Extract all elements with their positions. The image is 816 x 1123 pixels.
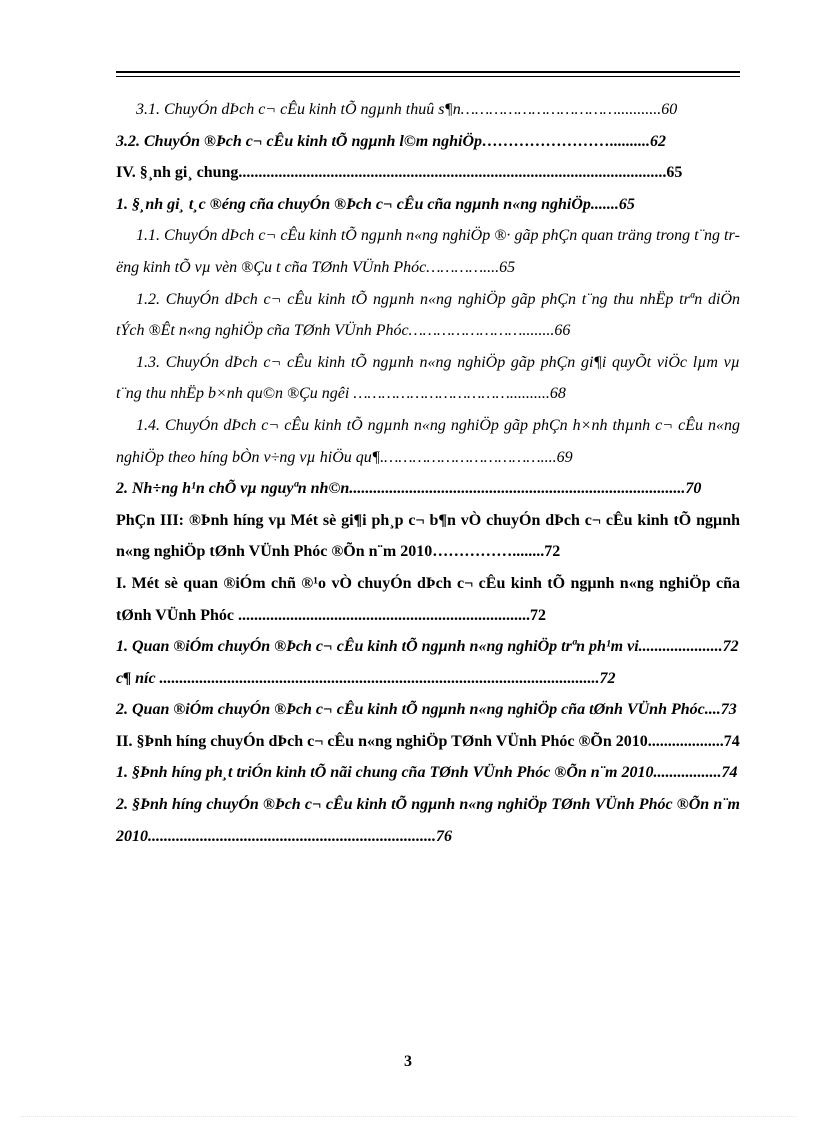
toc-entry-title: 1. Quan ®iÓm chuyÓn ®Þch c¬ cÊu kinh tÕ ngµnh n«ng nghiÖp trªn ph¹m vi bbox=[116, 638, 639, 656]
toc-page-number: 72 bbox=[544, 543, 561, 561]
toc-page-number: 72 bbox=[722, 638, 739, 656]
toc-page-number: 65 bbox=[666, 164, 683, 182]
toc-leader-dots: ……………........ bbox=[432, 543, 545, 561]
toc-entry[interactable] bbox=[116, 189, 740, 221]
toc-page-number: 69 bbox=[556, 448, 573, 466]
toc-leader-dots: …………………………….... bbox=[384, 448, 557, 466]
toc-entry[interactable] bbox=[116, 94, 740, 126]
toc-entry[interactable] bbox=[116, 726, 740, 758]
toc-entry-title: 2. §Þnh híng chuyÓn ®Þch c¬ cÊu kinh tÕ ngµnh n«ng nghiÖp TØnh VÜnh Phóc ®Õn n¨m 2010 bbox=[116, 796, 740, 845]
toc-entry-title: 1.2. ChuyÓn dÞch c¬ cÊu kinh tÕ ngµnh n«ng nghiÖp gãp phÇn t¨ng thu nhËp trªn diÖn tÝch ®Êt n«ng nghiÖp cña TØnh VÜnh Phóc bbox=[116, 290, 740, 340]
toc-leader-dots: ........................................................................................................... bbox=[238, 164, 667, 182]
toc-entry[interactable] bbox=[116, 568, 740, 631]
toc-page-number: 74 bbox=[723, 732, 740, 750]
toc-leader-dots: …………………….......... bbox=[482, 132, 651, 150]
toc-entry[interactable] bbox=[116, 789, 740, 852]
toc-leader-dots: ....... bbox=[590, 195, 619, 213]
toc-entry-title: 1.4. ChuyÓn dÞch c¬ cÊu kinh tÕ ngµnh n«ng nghiÖp gãp phÇn h×nh thµnh c¬ cÊu n«ng nghiÖp theo híng bÒn v÷ng vµ hiÖu qu¶. bbox=[116, 416, 740, 466]
toc-page-number: 76 bbox=[436, 827, 452, 845]
toc-entry-title: 1.3. ChuyÓn dÞch c¬ cÊu kinh tÕ ngµnh n«ng nghiÖp gãp phÇn gi¶i quyÕt viÖc lµm vµ t¨ng thu nhËp b×nh qu©n ®Çu ngêi bbox=[116, 353, 740, 403]
toc-page-number: 65 bbox=[618, 195, 635, 213]
toc-leader-dots: ……………………………........... bbox=[460, 101, 662, 118]
page-number: 3 bbox=[404, 1053, 412, 1070]
toc-page-number: 74 bbox=[721, 764, 738, 782]
toc-page-number: 60 bbox=[661, 101, 678, 118]
toc-entry-title: c¶ níc bbox=[116, 669, 156, 687]
toc-entry[interactable] bbox=[116, 631, 740, 663]
toc-entry[interactable] bbox=[116, 505, 740, 568]
toc-page-number: 70 bbox=[685, 480, 702, 498]
toc-entry-title: 1. §¸nh gi¸ t¸c ®éng cña chuyÓn ®Þch c¬ cÊu cña ngµnh n«ng nghiÖp bbox=[116, 195, 591, 213]
toc-entry[interactable] bbox=[116, 473, 740, 505]
toc-entry-title: 3.1. ChuyÓn dÞch c¬ cÊu kinh tÕ ngµnh thuû s¶n bbox=[136, 101, 461, 118]
toc-page-number: 65 bbox=[499, 258, 516, 276]
toc-leader-dots: ........................................................................ bbox=[148, 827, 436, 845]
toc-leader-dots: ……………………........ bbox=[408, 322, 555, 340]
toc-entry[interactable] bbox=[116, 157, 740, 189]
toc-entry[interactable] bbox=[116, 410, 740, 473]
toc-page-number: 62 bbox=[650, 132, 667, 150]
toc-entry-title: 2. Nh÷ng h¹n chÕ vµ nguyªn nh©n bbox=[116, 480, 350, 498]
toc-leader-dots: ................. bbox=[653, 764, 722, 782]
toc-entry[interactable] bbox=[116, 347, 740, 410]
toc-entry-title: 1.1. ChuyÓn dÞch c¬ cÊu kinh tÕ ngµnh n«ng nghiÖp ®· gãp phÇn quan träng trong t¨ng trëng kinh tÕ vµ vèn ®Çu t cña TØnh VÜnh Phóc bbox=[116, 227, 740, 276]
toc-leader-dots: .... bbox=[704, 701, 721, 719]
header-rule-thin bbox=[116, 76, 740, 77]
toc-entry[interactable] bbox=[116, 757, 740, 789]
toc-entry-title: 1. §Þnh híng ph¸t triÓn kinh tÕ nãi chung cña TØnh VÜnh Phóc ®Õn n¨m 2010 bbox=[116, 764, 654, 782]
toc-leader-dots: ..................... bbox=[638, 638, 723, 656]
toc-page-number: 68 bbox=[549, 385, 566, 403]
toc-entry-title: 3.2. ChuyÓn ®Þch c¬ cÊu kinh tÕ ngµnh l©m nghiÖp bbox=[116, 132, 483, 150]
toc-entry-title: II. §Þnh híng chuyÓn dÞch c¬ cÊu n«ng nghiÖp TØnh VÜnh Phóc ®Õn 2010 bbox=[116, 732, 648, 750]
toc-page-number: 66 bbox=[554, 322, 571, 340]
toc-leader-dots: ......................................................................... bbox=[233, 606, 530, 624]
toc-entry[interactable] bbox=[116, 220, 740, 283]
toc-leader-dots: ………….... bbox=[426, 258, 500, 276]
toc-leader-dots: .................................................................................... bbox=[349, 480, 686, 498]
toc-page-number: 72 bbox=[529, 606, 546, 624]
toc-entry-title: PhÇn III: ®Þnh híng vµ Mét sè gi¶i ph¸p c¬ b¶n vÒ chuyÓn dÞch c¬ cÊu kinh tÕ ngµnh n«ng nghiÖp tØnh VÜnh Phóc ®Õn n¨m 2010 bbox=[116, 511, 740, 561]
toc-entry[interactable] bbox=[116, 663, 740, 695]
toc-entry-title: 2. Quan ®iÓm chuyÓn ®Þch c¬ cÊu kinh tÕ ngµnh n«ng nghiÖp cña tØnh VÜnh Phóc bbox=[116, 701, 705, 719]
toc-leader-dots: ................... bbox=[647, 732, 724, 750]
header-rule-thick bbox=[116, 71, 740, 73]
toc-entry[interactable] bbox=[116, 126, 740, 158]
toc-page-number: 72 bbox=[599, 669, 616, 687]
toc-page-number: 73 bbox=[720, 701, 737, 719]
toc-leader-dots: .............................................................................................................. bbox=[155, 669, 600, 687]
table-of-contents bbox=[116, 94, 740, 852]
toc-entry-title: IV. §¸nh gi¸ chung bbox=[116, 164, 239, 182]
toc-entry[interactable] bbox=[116, 694, 740, 726]
toc-entry-title: I. Mét sè quan ®iÓm chñ ®¹o vÒ chuyÓn dÞch c¬ cÊu kinh tÕ ngµnh n«ng nghiÖp cña tØnh VÜnh Phóc bbox=[116, 574, 740, 624]
toc-entry[interactable] bbox=[116, 284, 740, 347]
page-bottom-border bbox=[20, 1116, 796, 1117]
toc-leader-dots: …………………………….......... bbox=[349, 385, 550, 403]
